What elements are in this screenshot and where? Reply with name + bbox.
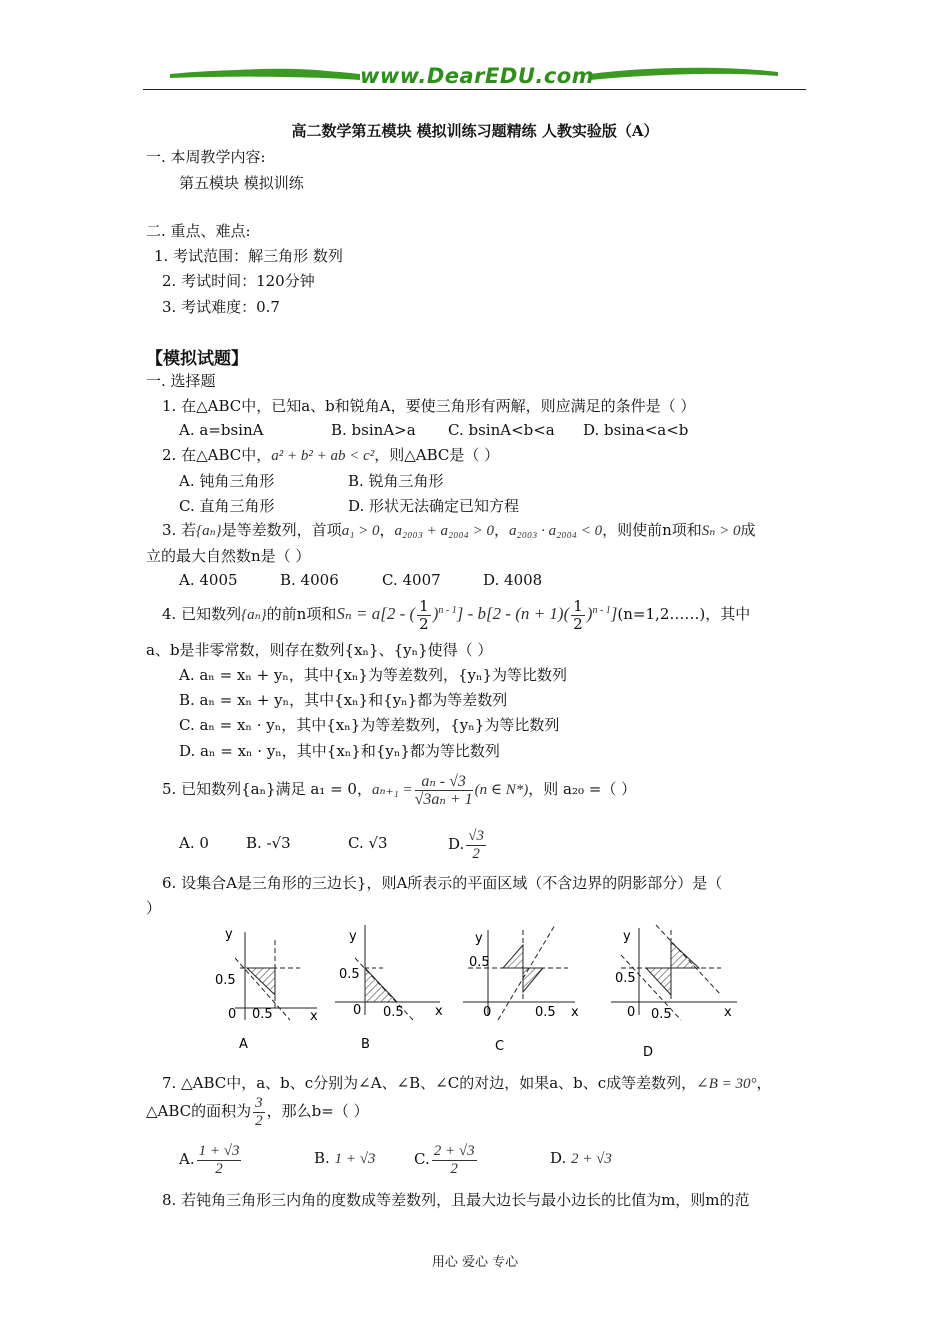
frac-num: 1 + √3 (198, 1142, 240, 1159)
q4-half (417, 598, 431, 633)
graph-label: D (643, 1045, 654, 1060)
q1-option-a: A. a=bsinA (179, 421, 264, 439)
q5-option-c: C. √3 (348, 834, 388, 852)
q6-line2: ） (146, 899, 162, 917)
axis-y-label: y (623, 929, 631, 944)
q5-formula: (n ∈ N*) (474, 782, 529, 798)
q6-line1: 6. 设集合A是三角形的三边长}，则A所表示的平面区域（不含边界的阴影部分）是（ (162, 874, 723, 892)
q4-option-a: A. aₙ = xₙ + yₙ，其中{xₙ}为等差数列，{yₙ}为等比数列 (179, 666, 568, 684)
section2-item: 3. 考试难度：0.7 (162, 298, 280, 316)
page-title: 高二数学第五模块 模拟训练习题精练 人教实验版（A） (291, 122, 659, 140)
origin-label: 0 (353, 1003, 362, 1018)
q2-option-c: C. 直角三角形 (179, 497, 275, 515)
q5-line (162, 766, 636, 813)
axis-y-label: y (225, 927, 233, 942)
origin-label: 0 (483, 1005, 492, 1020)
q2-option-d: D. 形状无法确定已知方程 (348, 497, 520, 515)
option-label: C. (414, 1150, 430, 1168)
frac-num: 2 + √3 (433, 1142, 475, 1159)
q3-text: ，则使前n项和 (602, 521, 702, 539)
axis-x-label: x (435, 1004, 443, 1019)
half-y-label: 0.5 (469, 955, 490, 970)
q3-formula: a₂₀₀₃ + a₂₀₀₄ > 0 (394, 523, 495, 539)
q3-formula: Sₙ > 0 (701, 523, 741, 539)
axis-x-label: x (571, 1005, 579, 1020)
half-y-label: 0.5 (615, 971, 636, 986)
q4-text: (n=1,2……)，其中 (617, 605, 751, 623)
q4-formula: {aₙ} (241, 607, 267, 623)
option-fraction (197, 1143, 242, 1178)
q2-option-b: B. 锐角三角形 (348, 472, 444, 490)
q4-option-b: B. aₙ = xₙ + yₙ，其中{xₙ}和{yₙ}都为等差数列 (179, 691, 508, 709)
q2-formula: a² + b² + ab < c² (271, 448, 375, 464)
q3-option-d: D. 4008 (483, 571, 543, 589)
half-y-label: 0.5 (339, 967, 360, 982)
q4-half (571, 598, 585, 633)
section2-item: 2. 考试时间：120分钟 (162, 272, 315, 290)
q4-formula: ] - b[2 - (n + 1)( (456, 604, 570, 623)
frac-num: √3 (468, 827, 484, 844)
half-x-label: 0.5 (651, 1007, 672, 1022)
q4-formula: ) (432, 604, 439, 623)
option-value: 2 + √3 (571, 1151, 612, 1167)
axis-y-label: y (349, 929, 357, 944)
q3-line2: 立的最大自然数n是（ ） (146, 547, 311, 565)
section1-heading: 一. 本周教学内容: (146, 148, 266, 166)
graph-a (215, 927, 318, 1052)
frac-num: 1 (419, 596, 429, 615)
q4-exponent: n - 1 (438, 605, 457, 616)
q3-text: 3. 若 (162, 521, 197, 539)
q7-formula: ∠B = 30° (696, 1076, 757, 1092)
option-fraction (432, 1143, 477, 1178)
frac-den: 2 (573, 614, 583, 633)
section2-heading: 二. 重点、难点: (146, 222, 251, 240)
q4-text: 4. 已知数列 (162, 605, 242, 623)
q4-option-d: D. aₙ = xₙ · yₙ，其中{xₙ}和{yₙ}都为等比数列 (179, 742, 500, 760)
section1-content: 第五模块 模拟训练 (179, 174, 304, 192)
q1-option-d: D. bsina<a<b (583, 421, 689, 439)
q7-text: ， (756, 1074, 772, 1092)
q4-line2: a、b是非零常数，则存在数列{xₙ}、{yₙ}使得（ ） (146, 641, 493, 659)
option-label: D. (448, 835, 465, 853)
q4-text: 的前n项和 (266, 605, 337, 623)
q7-option-a (179, 1137, 243, 1181)
q3-option-c: C. 4007 (382, 571, 441, 589)
q7-area-fraction (253, 1095, 265, 1130)
q3-formula: a₂₀₀₃ · a₂₀₀₄ < 0 (509, 523, 603, 539)
q7-text: △ABC的面积为 (146, 1102, 252, 1120)
section2-item: 1. 考试范围：解三角形 数列 (154, 247, 343, 265)
graph-label: B (361, 1037, 370, 1052)
option-label: D. (550, 1149, 567, 1167)
q1-option-b: B. bsinA>a (331, 421, 416, 439)
half-x-label: 0.5 (383, 1005, 404, 1020)
q7-text: ，那么b=（ ） (266, 1102, 369, 1120)
q5-text: 5. 已知数列{aₙ}满足 a₁ = 0， (162, 780, 372, 798)
q3-text: ， (379, 521, 395, 539)
q7-option-d (550, 1149, 612, 1168)
frac-num: aₙ - √3 (415, 773, 473, 791)
frac-den: 2 (419, 614, 429, 633)
site-logo-text: www.DearEDU.com (360, 64, 595, 88)
q3-formula: {aₙ} (196, 523, 222, 539)
q4-formula: ) (586, 604, 593, 623)
q3-text: 是等差数列，首项 (221, 521, 342, 539)
frac-den: 2 (450, 1160, 458, 1177)
graph-label: A (239, 1037, 248, 1052)
q3-text: ， (494, 521, 510, 539)
half-y-label: 0.5 (215, 973, 236, 988)
graph-c (463, 925, 579, 1054)
q1-stem: 1. 在△ABC中，已知a、b和锐角A，要使三角形有两解，则应满足的条件是（ ） (162, 397, 696, 415)
q4-formula: Sₙ = a[2 - ( (336, 604, 416, 623)
q7-line2 (146, 1090, 369, 1132)
frac-den: 2 (472, 845, 480, 862)
q4-exponent: n - 1 (592, 605, 611, 616)
option-label: B. (314, 1149, 330, 1167)
q7-option-c (414, 1137, 479, 1181)
q5-text: ，则 a₂₀ =（ ） (528, 780, 637, 798)
q5-option-a: A. 0 (179, 834, 209, 852)
q3-option-a: A. 4005 (179, 571, 238, 589)
q5-formula: aₙ₊₁ = (371, 782, 413, 798)
q2-post: ，则△ABC是（ ） (374, 446, 500, 464)
q4-formula: ] (610, 604, 618, 623)
q4-line1 (162, 594, 750, 633)
q5-option-d (448, 822, 488, 866)
q7-option-b (314, 1149, 375, 1168)
graph-label: C (495, 1039, 505, 1054)
q7-text: 7. △ABC中，a、b、c分别为∠A、∠B、∠C的对边，如果a、b、c成等差数列， (162, 1074, 697, 1092)
q2-pre: 2. 在△ABC中， (162, 446, 272, 464)
axis-y-label: y (475, 931, 483, 946)
q2-option-a: A. 钝角三角形 (179, 472, 275, 490)
q3-formula: a₁ > 0 (341, 523, 380, 539)
frac-den: √3aₙ + 1 (414, 790, 473, 808)
q2-stem (162, 444, 499, 465)
q8-stem: 8. 若钝角三角形三内角的度数成等差数列，且最大边长与最小边长的比值为m，则m的范 (162, 1191, 750, 1209)
q1-option-c: C. bsinA<b<a (448, 421, 555, 439)
q3-option-b: B. 4006 (280, 571, 339, 589)
option-label: A. (179, 1150, 195, 1168)
axis-x-label: x (310, 1009, 318, 1024)
half-x-label: 0.5 (535, 1005, 556, 1020)
q5-fraction (415, 773, 473, 808)
header-rule (143, 89, 806, 90)
q3-line1 (162, 519, 756, 540)
frac-den: 2 (215, 1160, 223, 1177)
frac-num: 1 (573, 596, 583, 615)
q5-d-fraction (466, 828, 486, 863)
origin-label: 0 (627, 1005, 636, 1020)
frac-den: 2 (255, 1112, 263, 1129)
half-x-label: 0.5 (252, 1007, 273, 1022)
frac-num: 3 (255, 1094, 263, 1111)
q4-option-c: C. aₙ = xₙ · yₙ，其中{xₙ}为等差数列，{yₙ}为等比数列 (179, 716, 560, 734)
q5-option-b: B. -√3 (246, 834, 291, 852)
exam-heading: 【模拟试题】 (146, 349, 248, 369)
choice-heading: 一. 选择题 (146, 372, 216, 390)
page-footer: 用心 爱心 专心 (431, 1255, 519, 1270)
q3-text: 成 (740, 521, 756, 539)
q6-graphs (205, 920, 745, 1065)
graph-b (335, 925, 443, 1052)
option-value: 1 + √3 (334, 1151, 376, 1167)
graph-d (611, 925, 737, 1060)
axis-x-label: x (724, 1005, 732, 1020)
origin-label: 0 (228, 1007, 237, 1022)
